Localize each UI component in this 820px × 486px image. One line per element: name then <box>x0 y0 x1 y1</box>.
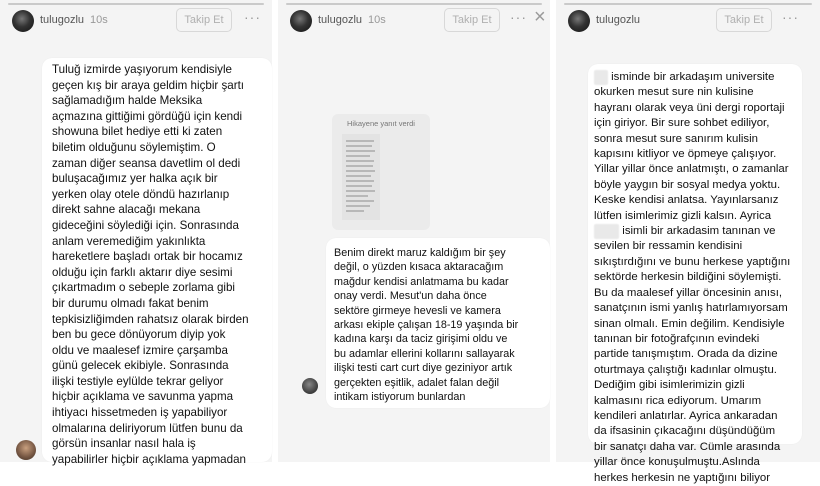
follow-button[interactable]: Takip Et <box>176 8 232 32</box>
message-bubble <box>326 238 550 408</box>
post-time: 10s <box>368 14 386 26</box>
message-line: partide tanışmıştım. Orada da dizine <box>594 348 778 361</box>
redacted-name <box>594 224 619 239</box>
message-line: açmazına gittiğimi gördüğü için kendi <box>52 109 243 123</box>
follow-button[interactable]: Takip Et <box>716 8 772 32</box>
message-line: sektörde herkesin bildiğini söylemişti. <box>594 271 782 284</box>
message-line: bir durumu olmadı fakat benim <box>52 296 209 310</box>
follow-button[interactable]: Takip Et <box>444 8 500 32</box>
story-progress-bar <box>286 3 542 5</box>
profile-avatar[interactable] <box>12 10 34 32</box>
message-line: gerçekten eşitlik, adalet falan değil <box>334 376 500 389</box>
message-line: ilişki testiyle eylülde tekrar geliyor <box>52 374 224 388</box>
message-line: okurken mesut sure nin kulisine <box>594 86 754 99</box>
message-line: zaman diğer seansa davetlim ol dedi <box>52 156 241 170</box>
username[interactable]: tulugozlu 10s <box>318 14 386 26</box>
message-line: kadına karşı da taciz girişimi oldu ve <box>334 333 508 346</box>
message-line: bir sanatçı daha var. Cümle arasında <box>594 440 781 453</box>
message-bubble <box>588 64 802 484</box>
message-line: ben bu gece dönüyorum diyip yok <box>52 328 226 342</box>
message-line: sağlamadığım halde Meksika <box>52 94 203 108</box>
more-options-icon[interactable]: ··· <box>782 9 799 25</box>
story-panel-3 <box>556 0 820 484</box>
message-line: lütfen isimlerimiz gizli kalsın. Ayrica <box>594 209 772 222</box>
username[interactable]: tulugozlu 10s <box>40 14 108 26</box>
message-line: hareketlere başladı ortak bir hocamız <box>52 250 243 264</box>
story-progress-bar <box>564 3 812 5</box>
close-icon[interactable]: × <box>534 6 546 28</box>
sender-avatar <box>16 440 36 460</box>
message-line: sektöre girmeye hevesli ve kamera <box>334 304 501 317</box>
post-time: 10s <box>90 14 108 26</box>
profile-avatar[interactable] <box>290 10 312 32</box>
message-line: arkası ekiple çalışan 18-19 yaşında bir <box>334 319 519 332</box>
message-line: oturtmaya çalıştığı kadınlar olmuştu. <box>594 363 777 376</box>
story-reply-label: Hikayene yanıt verdi <box>347 119 415 128</box>
message-line: günü gelecek ekibiyle. Sonrasında <box>52 359 229 373</box>
story-progress-bar <box>8 3 264 5</box>
message-line: Tuluğ izmirde yaşıyorum kendisiyle <box>52 63 232 76</box>
message-line: tanınan bir fotoğrafçının evindeki <box>594 332 760 345</box>
message-line: intikam istiyorum bunlardan <box>334 391 466 404</box>
message-line: buluşacağımız yer halka açık bir <box>52 172 218 186</box>
message-bubble <box>42 58 272 466</box>
message-line: isminde bir arkadaşım universite <box>594 70 798 85</box>
message-line: tepkisizliğimden rahatsız olarak birden <box>52 312 249 326</box>
message-line: değil, o yüzden kısaca aktaracağım <box>334 261 504 274</box>
message-line: ihtiyacı hissetmeden iş yapabiliyor <box>52 406 228 420</box>
message-line: geçen kış bir araya geldim hiçbir şartı <box>52 78 245 92</box>
message-line: yerken olay otele döndü hazırlanıp <box>52 187 230 201</box>
message-line: direkt sahne alacağı mekana <box>52 203 201 217</box>
story-reply-card[interactable] <box>332 114 430 230</box>
message-line: görsün insanlar nasıl hala iş <box>52 437 196 451</box>
message-line: yillar önce konuşulmuştu.Aslında <box>594 456 760 469</box>
message-line: da ifsasinin çıkacağını düşündüğüm <box>594 425 776 438</box>
message-line: isimli bir arkadasim tanınan ve <box>594 224 798 239</box>
message-line: olmalarına deliriyorum lütfen bunu da <box>52 421 243 435</box>
message-line: için giriyor. Bir sure sohbet ediliyor, <box>594 117 770 130</box>
message-line: oldu ve maalesef izmire çarşamba <box>52 343 228 357</box>
sender-avatar <box>302 378 318 394</box>
message-line: olduğu için farklı aktarır diye sesimi <box>52 265 233 279</box>
message-text <box>334 246 546 404</box>
message-text <box>52 62 268 467</box>
message-line: mağdur kendisi anlatmama bu kadar <box>334 275 509 288</box>
message-text <box>594 70 798 486</box>
message-line: Keske kendisi anlatsa. Yayınlarsanız <box>594 194 779 207</box>
message-line: kapısını kitliyor ve öpmeye çalışıyor. <box>594 148 777 161</box>
story-thumbnail[interactable] <box>342 134 380 220</box>
message-line: yapabilirler hiçbir açıklama yapmadan <box>52 452 246 466</box>
message-line: ilişki testi cart curt diye geziniyor artık <box>334 362 513 375</box>
message-line: Yillar yillar önce anlatmıştı, o zamanlar <box>594 163 789 176</box>
message-line: sevilen bir ressamin kendisini <box>594 240 743 253</box>
message-line: çıkartmadım o sebeple zorlama gibi <box>52 281 236 295</box>
story-panel-1 <box>0 0 272 466</box>
story-panel-2 <box>278 0 550 462</box>
message-line: sıkıştırdığını ve bunu herkese yaptığını <box>594 255 791 268</box>
message-line: bu adamlar ellerini kollarını sallayarak <box>334 347 515 360</box>
message-line: sonra mesut sure sanırım kulisin <box>594 132 758 145</box>
message-line: Bu da maalesef yillar öncesinin anısı, <box>594 286 783 299</box>
message-line: biletim olduğunu söylemiştim. O <box>52 140 216 154</box>
message-line: kalmasını rica ediyorum. Umarım <box>594 394 762 407</box>
message-line: Dediğim gibi isimlerimizin gizli <box>594 379 745 392</box>
message-line: hiçbir açıklama ve savunma yapma <box>52 390 234 404</box>
message-line: hayranı olarak veya üni dergi roportaji <box>594 101 785 114</box>
message-line: gideceğini söylediği için. Sonrasında <box>52 218 239 232</box>
message-line: böyle yaygın bir sosyal medya yoktu. <box>594 178 781 191</box>
message-line: sanatçının ismi yanlış hatırlamıyorsam <box>594 302 788 315</box>
profile-avatar[interactable] <box>568 10 590 32</box>
message-line: showuna bilet hediye etti ki zaten <box>52 125 223 139</box>
message-line: anlam veremediğim yakınlıkta <box>52 234 206 248</box>
more-options-icon[interactable]: ··· <box>244 9 261 25</box>
message-line: onay verdi. Mesut'un daha önce <box>334 290 487 303</box>
message-line: herkes herkesin ne yaptığını biliyor <box>594 471 771 484</box>
redacted-name <box>594 70 608 85</box>
username[interactable]: tulugozlu <box>596 14 641 26</box>
message-line: Benim direkt maruz kaldığım bir şey <box>334 247 506 259</box>
more-options-icon[interactable]: ··· <box>510 9 527 25</box>
message-line: sinan olmalı. Emin değilim. Kendisiyle <box>594 317 785 330</box>
message-line: kendileri anlatırlar. Ayrica ankaradan <box>594 409 778 422</box>
